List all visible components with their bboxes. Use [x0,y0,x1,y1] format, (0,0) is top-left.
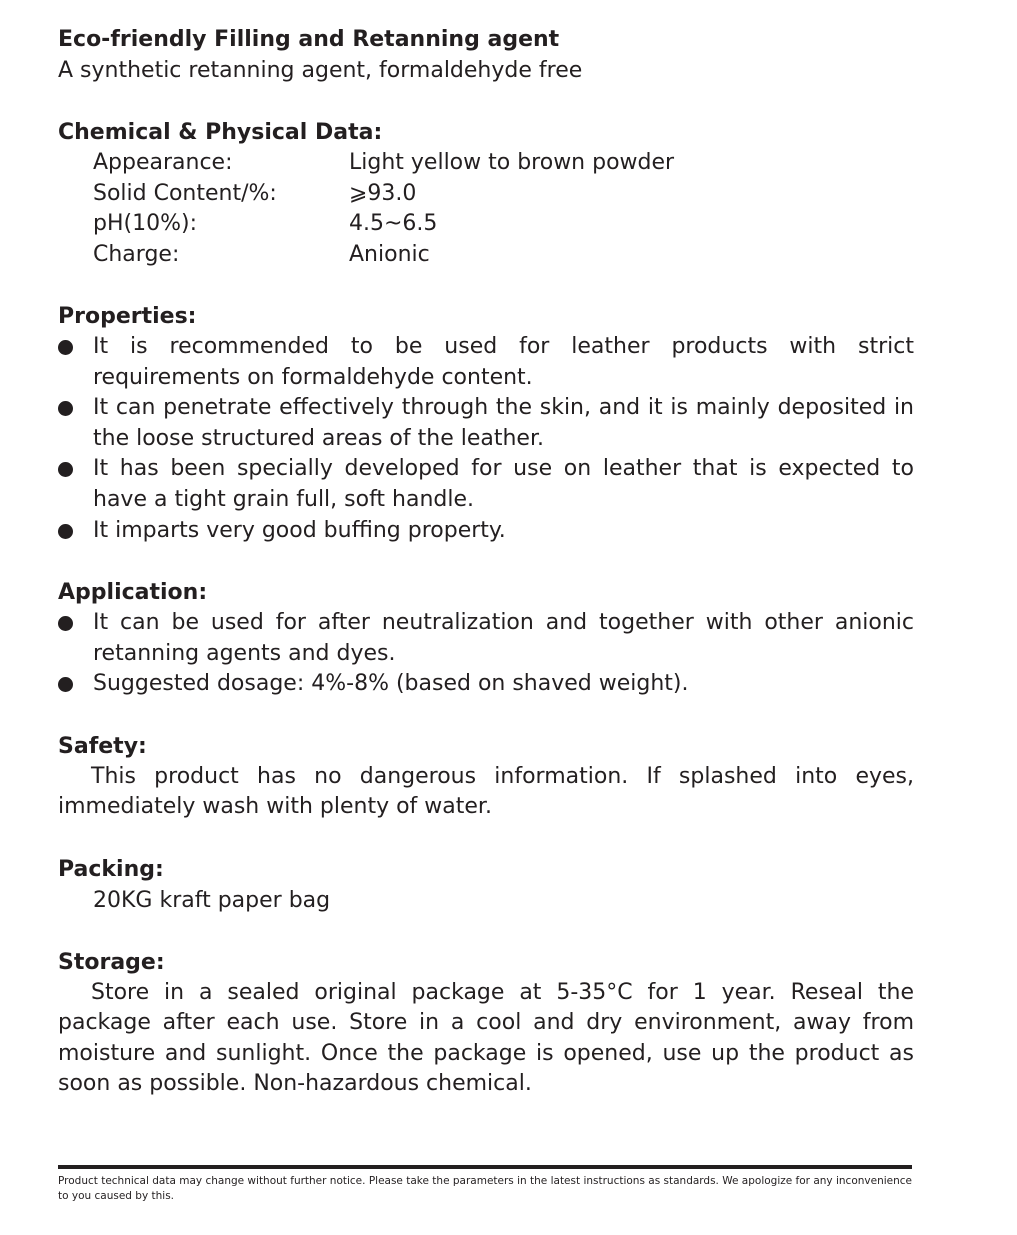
application-list [58,608,914,700]
list-item [58,516,914,547]
data-value: Anionic [349,241,430,267]
data-row-ph [58,209,914,240]
bullet-icon [58,616,73,631]
data-label: Appearance: [93,150,233,175]
footer-disclaimer: Product technical data may change without further notice. Please take the parameters in the latest instructions as standards. We apologize for any inconvenience to you caused by this. [58,1165,912,1204]
chemical-data-section [58,117,914,270]
document-page [58,24,914,1100]
list-item-text: It can be used for after neutralization and together with other anionic retanning agents and dyes. [93,610,914,666]
list-item-text: It can penetrate effectively through the skin, and it is mainly deposited in the loose structured areas of the leather. [93,395,914,451]
properties-heading: Properties: [58,304,197,329]
safety-text: This product has no dangerous information. If splashed into eyes, immediately wash with plenty of water. [58,763,914,820]
bullet-icon [58,524,73,539]
safety-heading: Safety: [58,733,147,759]
list-item [58,669,914,700]
list-item [58,393,914,454]
data-label: pH(10%): [93,211,197,236]
storage-text: Store in a sealed original package at 5-35°C for 1 year. Reseal the package after each use. Store in a cool and dry environment, away from moisture and sunlight. Once the package is opened, use up the product as soon as possible. Non-hazardous chemical. [58,979,914,1097]
bullet-icon [58,401,73,416]
list-item-text: It has been specially developed for use on leather that is expected to have a tight grain full, soft handle. [93,456,914,512]
bullet-icon [58,340,73,355]
list-item-text: It is recommended to be used for leather products with strict requirements on formaldehyde content. [93,334,914,390]
data-value: 4.5~6.5 [349,211,438,236]
application-heading: Application: [58,580,208,606]
bullet-icon [58,462,73,477]
properties-list [58,332,914,546]
data-row-charge [58,240,914,271]
data-value: ⩾93.0 [349,180,417,206]
data-row-appearance [58,148,914,179]
storage-section [58,947,914,1100]
list-item-text: Suggested dosage: 4%-8% (based on shaved weight). [93,671,689,697]
list-item [58,332,914,393]
packing-section [58,854,914,916]
list-item-text: It imparts very good buffing property. [93,517,506,543]
chemical-data-heading: Chemical & Physical Data: [58,120,383,145]
application-section [58,577,914,700]
storage-heading: Storage: [58,949,165,975]
properties-section [58,301,914,546]
safety-section [58,731,914,823]
document-title: Eco-friendly Filling and Retanning agent [58,27,560,52]
list-item [58,454,914,515]
bullet-icon [58,677,73,692]
data-value: Light yellow to brown powder [349,150,675,175]
data-row-solid-content [58,179,914,210]
list-item [58,608,914,669]
packing-text: 20KG kraft paper bag [93,887,331,913]
data-label: Charge: [93,241,180,267]
packing-heading: Packing: [58,856,164,882]
document-subtitle: A synthetic retanning agent, formaldehyde free [58,58,583,83]
data-label: Solid Content/%: [93,180,277,206]
